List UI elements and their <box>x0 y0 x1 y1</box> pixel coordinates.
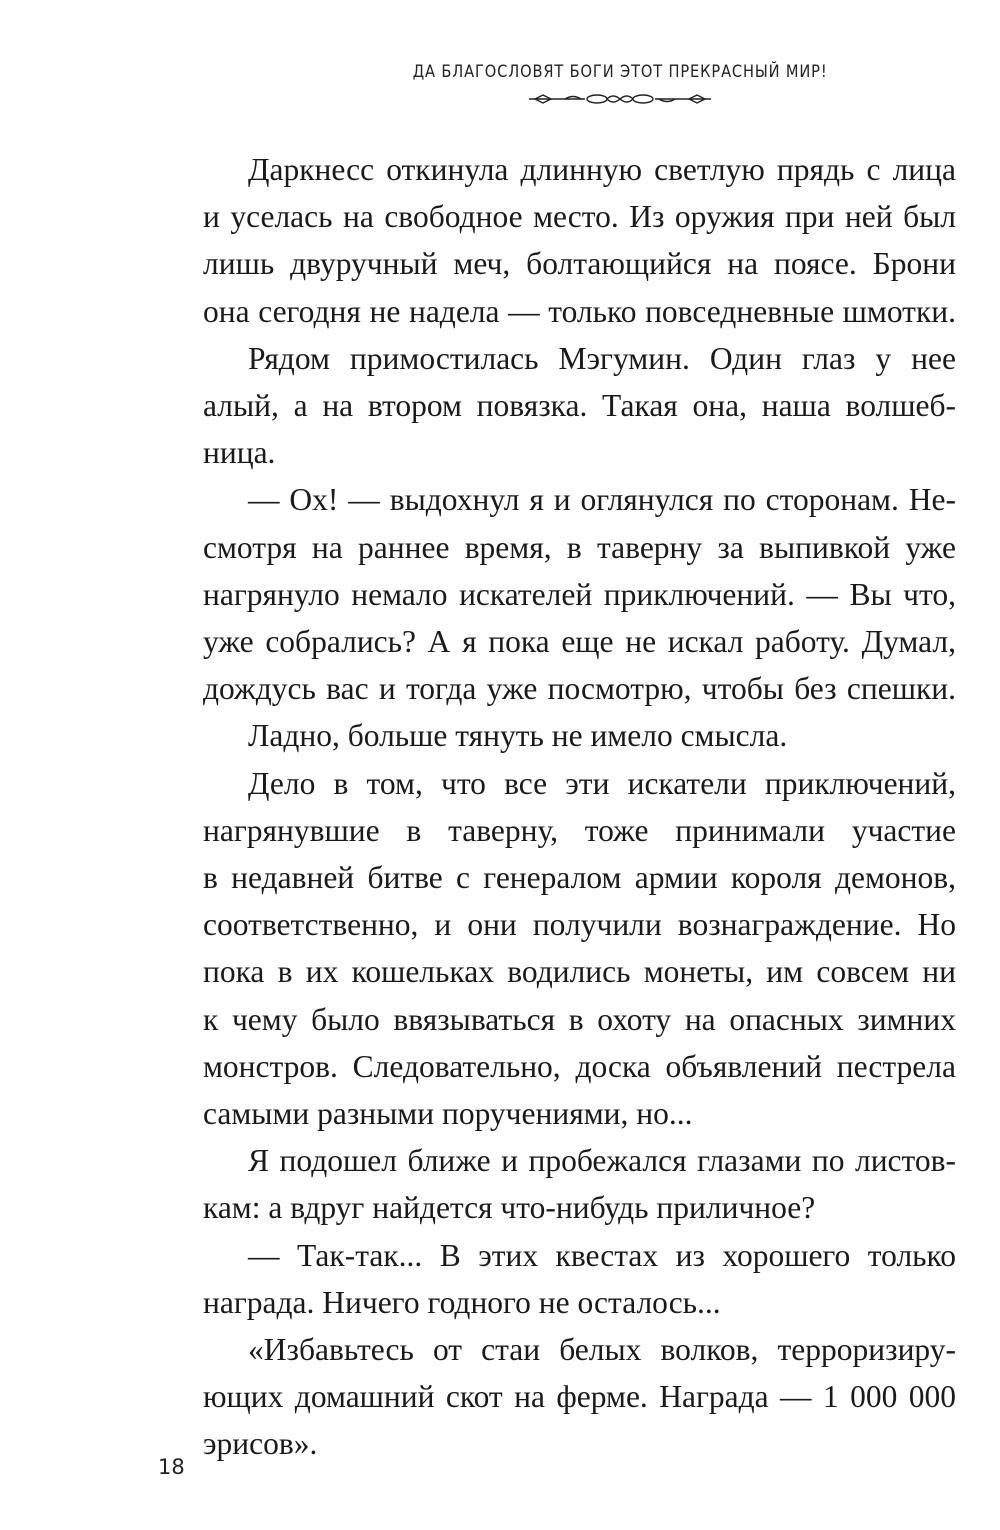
text-line: монстров. Следовательно, доска объявлений пестрела <box>203 1048 956 1084</box>
paragraph <box>158 1232 956 1326</box>
text-line: ница. <box>203 435 276 471</box>
paragraph <box>158 335 956 477</box>
text-line: в недавней битве с генералом армии короля демонов, <box>203 860 956 896</box>
text-line: ющих домашний скот на ферме. Награда — 1 000 000 <box>203 1379 956 1415</box>
text-line: награда. Ничего годного не осталось... <box>203 1284 721 1320</box>
body-text <box>158 146 956 1468</box>
text-line: Дело в том, что все эти искатели приключений, <box>248 765 956 801</box>
text-line: Даркнесс откинула длинную светлую прядь с лица <box>248 152 956 187</box>
book-title: ДА БЛАГОСЛОВЯТ БОГИ ЭТОТ ПРЕКРАСНЫЙ МИР! <box>412 62 828 82</box>
text-line: нагрянуло немало искателей приключений. — Вы что, <box>203 576 956 612</box>
text-line: и уселась на свободное место. Из оружия при ней был <box>203 199 956 235</box>
text-line: кам: а вдруг найдется что-нибудь приличное? <box>203 1190 816 1226</box>
text-line: соответственно, и они получили вознаграждение. Но <box>203 907 956 943</box>
paragraph <box>158 476 956 712</box>
text-line: Рядом примостилась Мэгумин. Один глаз у нее <box>248 340 956 376</box>
text-line: эрисов». <box>203 1426 318 1462</box>
paragraph <box>158 1137 956 1231</box>
paragraph <box>158 1326 956 1468</box>
text-line: смотря на раннее время, в таверну за выпивкой уже <box>203 529 956 565</box>
running-head <box>0 62 1000 106</box>
text-line: — Ох! — выдохнул я и оглянулся по сторонам. Не- <box>248 482 956 518</box>
text-line: к чему было ввязываться в охоту на опасных зимних <box>203 1001 956 1037</box>
text-line: она сегодня не надела — только повседневные шмотки. <box>203 293 956 329</box>
paragraph <box>158 712 956 759</box>
text-line: дождусь вас и тогда уже посмотрю, чтобы без спешки. <box>203 671 956 707</box>
text-line: уже собрались? А я пока еще не искал работу. Думал, <box>203 624 956 660</box>
text-line: Ладно, больше тянуть не имело смысла. <box>248 718 788 754</box>
text-line: «Избавьтесь от стаи белых волков, терроризиру- <box>248 1332 956 1368</box>
paragraph <box>158 146 956 335</box>
page-number: 18 <box>158 1455 185 1479</box>
ornament-divider-icon <box>525 92 715 106</box>
text-line: — Так-так... В этих квестах из хорошего только <box>248 1237 956 1273</box>
text-line: самыми разными поручениями, но... <box>203 1096 693 1132</box>
text-line: пока в их кошельках водились монеты, им совсем ни <box>203 954 956 990</box>
text-line: алый, а на втором повязка. Такая она, наша волшеб- <box>203 388 956 424</box>
paragraph <box>158 760 956 1138</box>
text-line: лишь двуручный меч, болтающийся на поясе. Брони <box>203 246 956 282</box>
text-line: Я подошел ближе и пробежался глазами по листов- <box>248 1143 956 1179</box>
text-line: нагрянувшие в таверну, тоже принимали участие <box>203 812 956 848</box>
